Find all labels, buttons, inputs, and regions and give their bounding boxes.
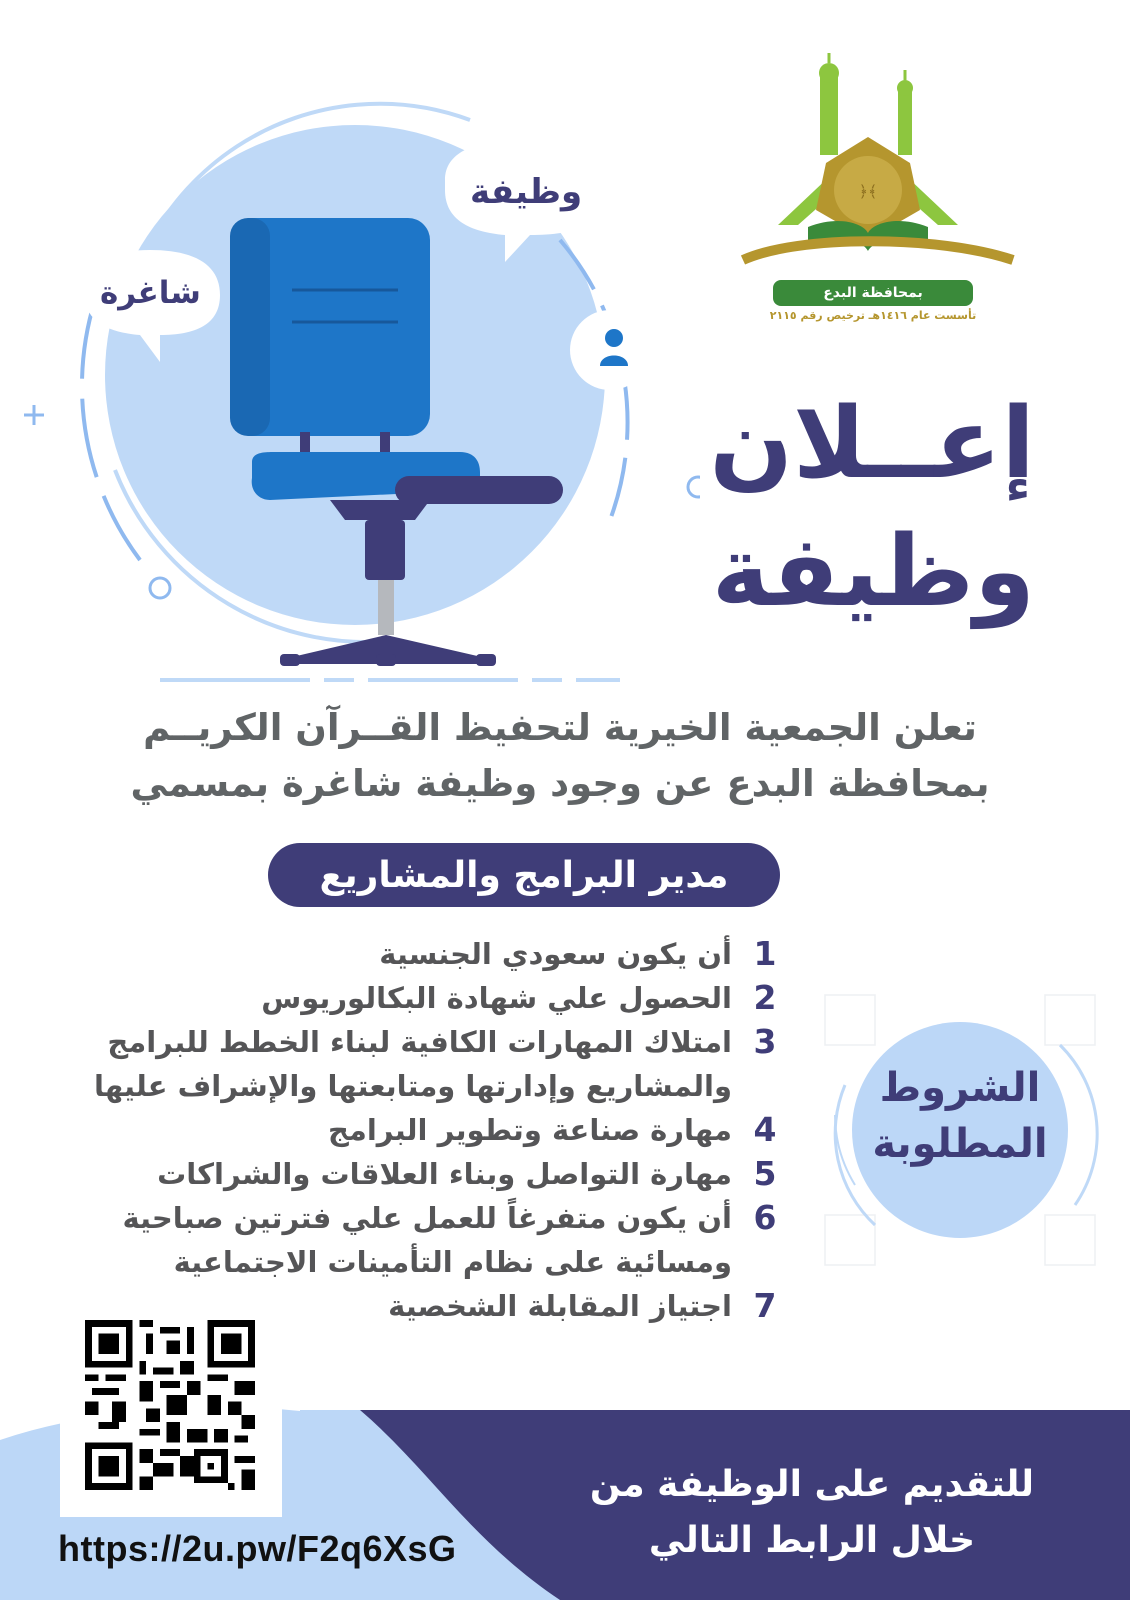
requirement-item	[70, 1196, 790, 1284]
association-logo	[738, 45, 1038, 345]
requirement-text: اجتياز المقابلة الشخصية	[388, 1289, 732, 1323]
apply-line-1: للتقديم على الوظيفة من	[589, 1464, 1035, 1505]
logo-license-text: تأسست عام ١٤١٦هـ ترخيص رقم ٢١١٥	[769, 309, 977, 322]
headline	[635, 380, 1035, 636]
headline-line-1: إعــلان	[709, 387, 1035, 501]
requirement-item	[70, 932, 790, 976]
user-bubble	[570, 310, 650, 390]
conditions-line-2: المطلوبة	[872, 1121, 1048, 1167]
plus-icon	[24, 405, 44, 425]
bubble-vacant-label: شاغرة	[100, 275, 201, 311]
requirement-number: 5	[753, 1154, 777, 1193]
requirement-text: أن يكون سعودي الجنسية	[379, 937, 732, 971]
requirement-item	[70, 1020, 790, 1108]
headline-line-2: وظيفة	[711, 515, 1035, 629]
requirement-number: 6	[753, 1198, 777, 1237]
announcement-line-1: تعلن الجمعية الخيرية لتحفيظ القــرآن الكريــم	[143, 706, 977, 749]
requirement-text: مهارة صناعة وتطوير البرامج	[327, 1113, 732, 1147]
apply-link[interactable]: https://2u.pw/F2q6XsG	[58, 1528, 457, 1569]
apply-line-2: خلال الرابط التالي	[648, 1520, 976, 1561]
requirement-text: الحصول علي شهادة البكالوريوس	[261, 981, 732, 1015]
announcement-line-2: بمحافظة البدع عن وجود وظيفة شاغرة بمسمي	[130, 762, 990, 805]
requirement-number: 2	[753, 978, 777, 1017]
apply-instructions	[572, 1457, 1052, 1569]
logo-ribbon-text: بمحافظة البدع	[823, 285, 923, 301]
requirement-text: مهارة التواصل وبناء العلاقات والشراكات	[157, 1157, 732, 1191]
bubble-job-label: وظيفة	[470, 172, 583, 212]
requirement-text: أن يكون متفرغاً للعمل علي فترتين صباحية ومسائية على نظام التأمينات الاجتماعية	[122, 1201, 732, 1279]
requirement-number: 4	[753, 1110, 777, 1149]
svg-text:﴿﴾: ﴿﴾	[858, 182, 878, 201]
conditions-line-1: الشروط	[879, 1065, 1041, 1111]
requirement-text: امتلاك المهارات الكافية لبناء الخطط للبرامج والمشاريع وإدارتها ومتابعتها والإشراف عليها	[94, 1025, 732, 1103]
qr-code-icon	[85, 1320, 255, 1490]
announcement-text	[90, 700, 1030, 812]
requirement-number: 1	[753, 934, 777, 973]
chair-illustration	[0, 0, 700, 700]
requirement-item	[70, 976, 790, 1020]
requirement-item	[70, 1152, 790, 1196]
qr-code[interactable]	[60, 1305, 282, 1517]
conditions-label	[845, 1060, 1075, 1172]
requirement-item	[70, 1108, 790, 1152]
requirement-number: 7	[753, 1286, 777, 1325]
requirement-number: 3	[753, 1022, 777, 1061]
requirements-list	[70, 932, 790, 1328]
chair-illustration-svg	[0, 0, 700, 700]
deco-circle-1	[150, 578, 170, 598]
job-title-badge: مدير البرامج والمشاريع	[268, 843, 780, 907]
